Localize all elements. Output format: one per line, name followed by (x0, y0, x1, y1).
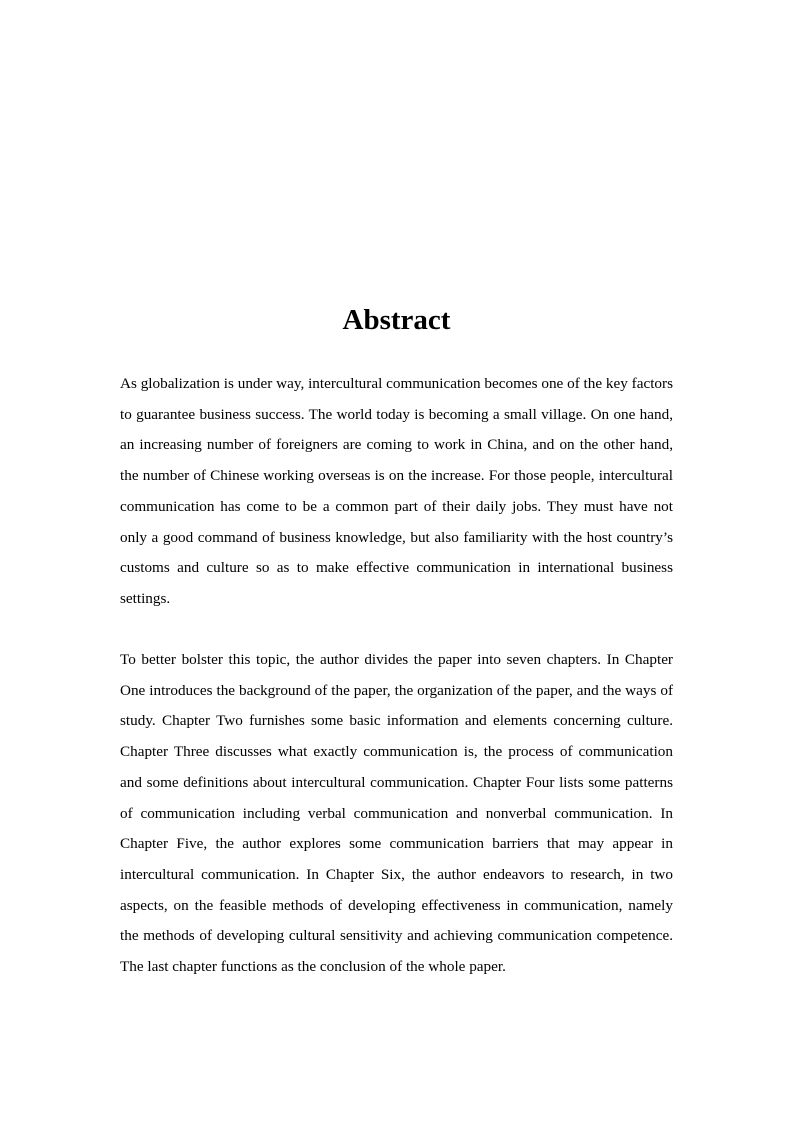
abstract-paragraph-1: As globalization is under way, intercultural communication becomes one of the key factors to guarantee business success. The world today is becoming a small village. On one hand, an increasing number of foreigners are coming to work in China, and on the other hand, the number of Chinese working overseas is on the increase. For those people, intercultural communication has come to be a common part of their daily jobs. They must have not only a good command of business knowledge, but also familiarity with the host country’s customs and culture so as to make effective communication in international business settings. (120, 375, 673, 607)
abstract-paragraph-2: To better bolster this topic, the author divides the paper into seven chapters. In Chapter One introduces the background of the paper, the organization of the paper, and the ways of study. Chapter Two furnishes some basic information and elements concerning culture. Chapter Three discusses what exactly communication is, the process of communication and some definitions about intercultural communication. Chapter Four lists some patterns of communication including verbal communication and nonverbal communication. In Chapter Five, the author explores some communication barriers that may appear in intercultural communication. In Chapter Six, the author endeavors to research, in two aspects, on the feasible methods of developing effectiveness in communication, namely the methods of developing cultural sensitivity and achieving communication competence. The last chapter functions as the conclusion of the whole paper. (120, 651, 673, 976)
page-title: Abstract (342, 304, 451, 336)
